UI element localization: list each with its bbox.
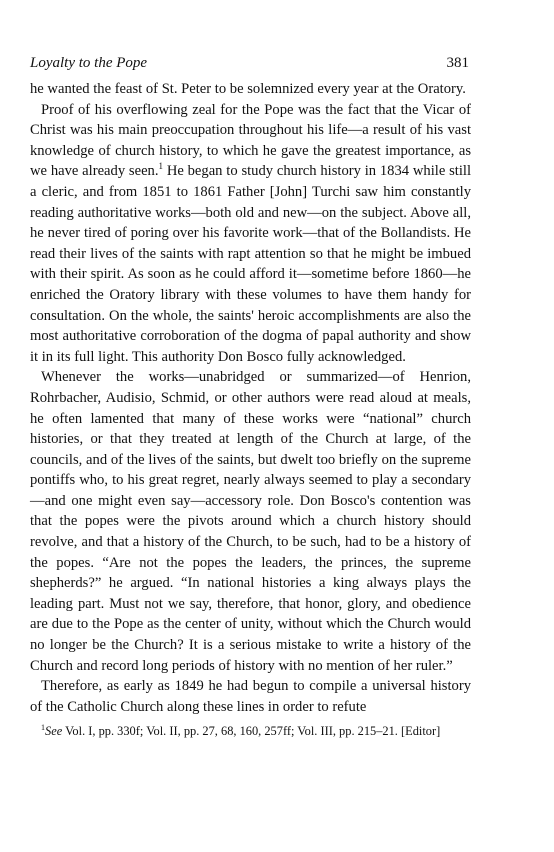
body-text <box>30 79 471 717</box>
running-title: Loyalty to the Pope <box>30 55 148 71</box>
paragraph: he wanted the feast of St. Peter to be solemnized every year at the Oratory. <box>30 81 466 97</box>
page-header <box>30 55 471 79</box>
page-number: 381 <box>446 55 469 71</box>
footnote-number: 1 <box>41 723 45 733</box>
footnote-reference: 1 <box>158 161 163 172</box>
book-page <box>30 55 471 740</box>
paragraph <box>30 100 471 368</box>
footnote-see: See <box>45 724 63 739</box>
footnote-text: Vol. I, pp. 330f; Vol. II, pp. 27, 68, 160, 257ff; Vol. III, pp. 215–21. [Editor] <box>65 724 441 739</box>
paragraph: Whenever the works—unabridged or summarized—of Henrion, Rohrbacher, Audisio, Schmid, or other authors were read aloud at meals, he often lamented that many of these works were “national” church histories, or that they treated at length of the Church at large, of the councils, and of the lives of the saints, but dwelt too briefly on the supreme pontiffs who, to his great regret, nearly always seemed to play a secondary—and one might even say—accessory role. Don Bosco's contention was that the popes were the pivots around which a church history should revolve, and that a history of the Church, to be such, had to be a history of the popes. “Are not the popes the leaders, the princes, the supreme shepherds?” he argued. “In national histories a king always plays the leading part. Must not we say, therefore, that honor, glory, and obedience are due to the Pope as the center of unity, without which the Church would no longer be the Church? It is a serious mistake to write a history of the Church and record long periods of history with no mention of her ruler.” <box>30 369 471 674</box>
footnote <box>30 723 471 740</box>
paragraph: Therefore, as early as 1849 he had begun to compile a universal history of the Catholic Church along these lines in order to refute <box>30 678 471 715</box>
paragraph-text: Proof of his overflowing zeal for the Pope was the fact that the Vicar of Christ was his main preoccupation throughout his life—a result of his vast knowledge of church history, to which he gave the greatest importance, as we have already seen. <box>30 101 471 180</box>
paragraph-text: He began to study church history in 1834 while still a cleric, and from 1851 to 1861 Father [John] Turchi saw him constantly reading authoritative works—both old and new—on the subject. Above all, he never tired of poring over his favorite work—that of the Bollandists. He read their lives of the saints with rapt attention so that he might be imbued with their spirit. As soon as he could afford it—sometime before 1860—he enriched the Oratory library with these volumes to have them handy for consultation. On the whole, the saints' heroic accomplishments are also the most authoritative corroboration of the dogma of papal authority and show it in its full light. This authority Don Bosco fully acknowledged. <box>30 163 471 365</box>
